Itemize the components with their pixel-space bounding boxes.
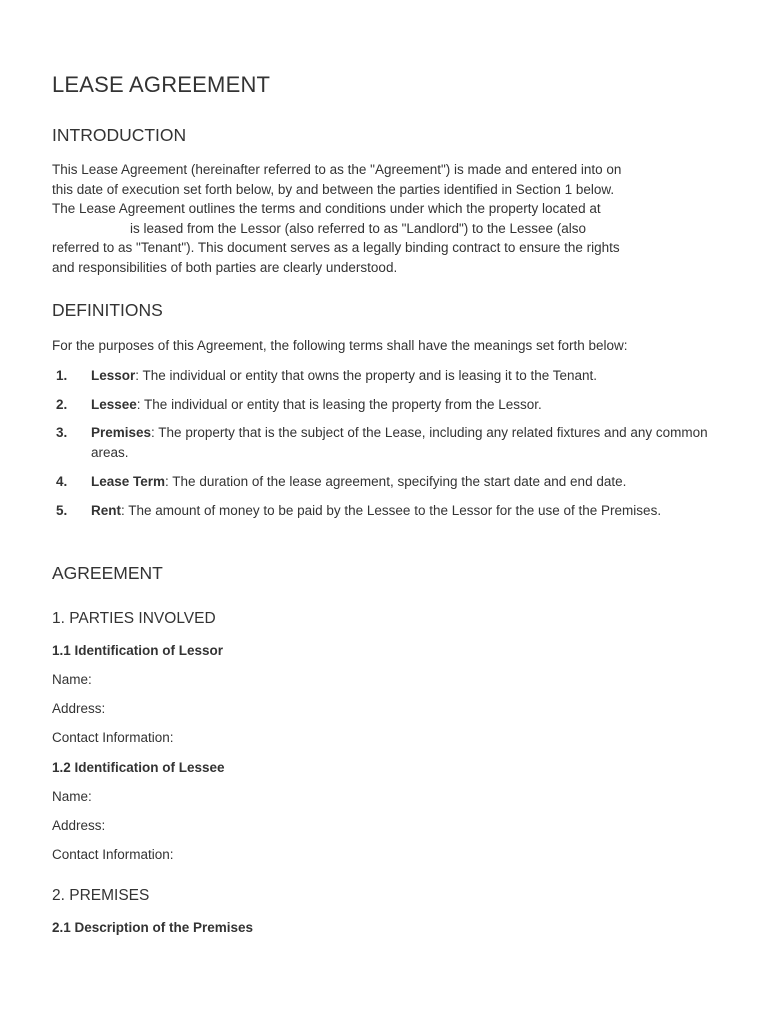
introduction-heading: INTRODUCTION <box>52 125 187 145</box>
definition-number: 4. <box>56 474 68 489</box>
definition-number: 5. <box>56 503 68 518</box>
definitions-heading: DEFINITIONS <box>52 300 163 320</box>
lessor-address-label: Address: <box>52 701 106 716</box>
definition-term: Premises <box>91 425 152 440</box>
introduction-line: referred to as "Tenant"). This document serves as a legally binding contract to ensure the rights <box>52 240 620 255</box>
lessee-heading: 1.2 Identification of Lessee <box>52 760 225 775</box>
lessor-heading: 1.1 Identification of Lessor <box>52 643 224 658</box>
definition-text: : The individual or entity that owns the property and is leasing it to the Tenant. <box>135 368 598 383</box>
parties-heading: 1. PARTIES INVOLVED <box>52 610 216 627</box>
definition-term: Lessee <box>91 397 137 412</box>
lessee-contact-label: Contact Information: <box>52 847 174 862</box>
introduction-line: is leased from the Lessor (also referred to as "Landlord") to the Lessee (also <box>130 220 587 236</box>
definition-term: Lessor <box>91 368 136 383</box>
introduction-line: This Lease Agreement (hereinafter referred to as the "Agreement") is made and entered into on <box>52 162 622 177</box>
introduction-line: The Lease Agreement outlines the terms and conditions under which the property located at <box>52 201 601 216</box>
premises-description-heading: 2.1 Description of the Premises <box>52 920 254 935</box>
definitions-intro: For the purposes of this Agreement, the following terms shall have the meanings set forth below: <box>52 338 628 353</box>
introduction-paragraph <box>52 160 717 277</box>
document-title: LEASE AGREEMENT <box>52 72 271 97</box>
introduction-line: this date of execution set forth below, by and between the parties identified in Section 1 below. <box>52 181 615 197</box>
definition-number: 1. <box>56 368 68 383</box>
definition-term: Lease Term <box>91 474 166 489</box>
definition-text: : The amount of money to be paid by the Lessee to the Lessor for the use of the Premises. <box>121 503 662 518</box>
definition-number: 2. <box>56 397 68 412</box>
premises-heading: 2. PREMISES <box>52 887 150 904</box>
agreement-heading: AGREEMENT <box>52 563 163 583</box>
definition-term: Rent <box>91 503 121 518</box>
introduction-line: and responsibilities of both parties are clearly understood. <box>52 259 398 275</box>
lessor-contact-label: Contact Information: <box>52 730 174 745</box>
lessee-name-label: Name: <box>52 789 92 804</box>
definition-text: : The individual or entity that is leasing the property from the Lessor. <box>136 397 542 412</box>
lessee-address-label: Address: <box>52 818 106 833</box>
definition-text: : The duration of the lease agreement, specifying the start date and end date. <box>165 474 627 489</box>
lessor-name-label: Name: <box>52 672 92 687</box>
definition-number: 3. <box>56 425 68 440</box>
definition-text: : The property that is the subject of the Lease, including any related fixtures and any common areas. <box>91 425 708 460</box>
